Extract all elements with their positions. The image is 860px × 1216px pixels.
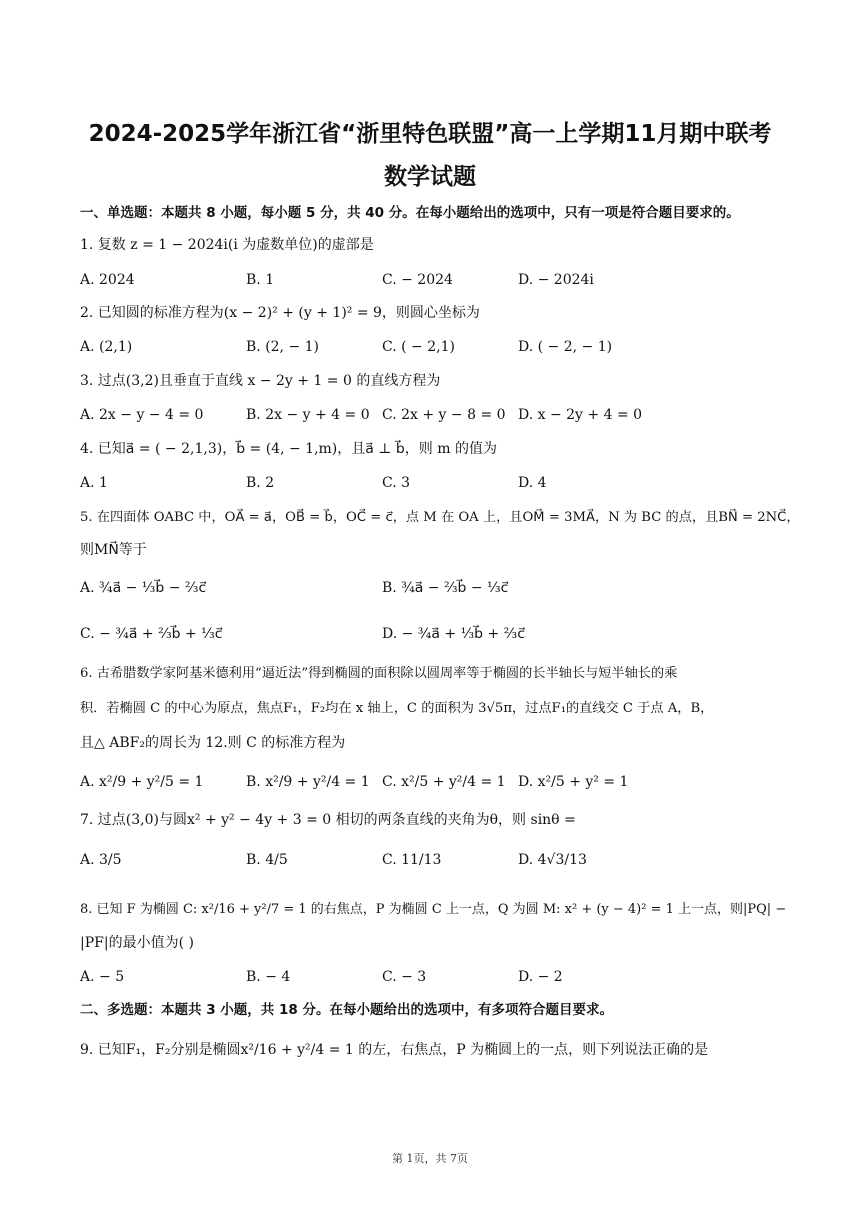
exam-title: 2024-2025学年浙江省“浙里特色联盟”高一上学期11月期中联考: [88, 121, 772, 147]
question-8-stem-continued: |PF|的最小值为( ): [80, 935, 194, 951]
question-6-option-d: D. x²/5 + y² = 1: [518, 774, 629, 790]
question-8-option-c: C. − 3: [382, 969, 427, 985]
question-8-stem: 8. 已知 F 为椭圆 C: x²/16 + y²/7 = 1 的右焦点，P 为椭圆 C 上一点，Q 为圆 M: x² + (y − 4)² = 1 上一点，则|PQ| −: [80, 902, 787, 917]
section-heading-multiple-choice: 二、多选题：本题共 3 小题，共 18 分。在每小题给出的选项中，有多项符合题目要求。: [80, 1002, 613, 1018]
question-5-stem: 5. 在四面体 OABC 中，OA⃗ = a⃗，OB⃗ = b⃗，OC⃗ = c⃗，点 M 在 OA 上，且OM⃗ = 3MA⃗，N 为 BC 的点，且BN⃗ = 2NC⃗，: [80, 510, 800, 525]
question-3-option-a: A. 2x − y − 4 = 0: [80, 407, 204, 423]
question-6-stem: 6. 古希腊数学家阿基米德利用“逼近法”得到椭圆的面积除以圆周率等于椭圆的长半轴长与短半轴长的乘: [80, 666, 678, 681]
question-6-option-c: C. x²/5 + y²/4 = 1: [382, 774, 506, 790]
question-8-option-b: B. − 4: [246, 969, 291, 985]
question-3-option-b: B. 2x − y + 4 = 0: [246, 407, 370, 423]
exam-subtitle: 数学试题: [384, 164, 476, 190]
question-4-stem: 4. 已知a⃗ = ( − 2,1,3)，b⃗ = (4, − 1,m)，且a⃗ ⊥ b⃗，则 m 的值为: [80, 441, 497, 457]
question-5-option-d: D. − ¾a⃗ + ⅓b⃗ + ⅔c⃗: [382, 626, 525, 642]
page-footer: 第 1页，共 7页: [392, 1152, 468, 1165]
question-6-option-a: A. x²/9 + y²/5 = 1: [80, 774, 204, 790]
question-7-option-c: C. 11/13: [382, 852, 442, 868]
question-2-stem: 2. 已知圆的标准方程为(x − 2)² + (y + 1)² = 9，则圆心坐标为: [80, 305, 480, 321]
question-3-option-d: D. x − 2y + 4 = 0: [518, 407, 643, 423]
question-1-option-a: A. 2024: [80, 272, 135, 288]
question-1-option-c: C. − 2024: [382, 272, 453, 288]
question-5-stem-continued: 则MN⃗等于: [80, 542, 147, 558]
question-7-stem: 7. 过点(3,0)与圆x² + y² − 4y + 3 = 0 相切的两条直线的夹角为θ，则 sinθ =: [80, 812, 576, 828]
question-6-stem-continued: 积．若椭圆 C 的中心为原点，焦点F₁，F₂均在 x 轴上，C 的面积为 3√5π，过点F₁的直线交 C 于点 A，B，: [80, 701, 714, 716]
question-1-stem: 1. 复数 z = 1 − 2024i(i 为虚数单位)的虚部是: [80, 237, 374, 253]
section-heading-single-choice: 一、单选题：本题共 8 小题，每小题 5 分，共 40 分。在每小题给出的选项中，只有一项是符合题目要求的。: [80, 205, 740, 221]
question-7-option-a: A. 3/5: [80, 852, 122, 868]
question-7-option-b: B. 4/5: [246, 852, 288, 868]
question-1-option-b: B. 1: [246, 272, 275, 288]
question-2-option-d: D. ( − 2, − 1): [518, 339, 613, 355]
question-3-stem: 3. 过点(3,2)且垂直于直线 x − 2y + 1 = 0 的直线方程为: [80, 373, 441, 389]
question-9-stem: 9. 已知F₁，F₂分别是椭圆x²/16 + y²/4 = 1 的左，右焦点，P 为椭圆上的一点，则下列说法正确的是: [80, 1042, 709, 1058]
question-4-option-d: D. 4: [518, 475, 547, 491]
question-8-option-a: A. − 5: [80, 969, 125, 985]
question-5-option-a: A. ¾a⃗ − ⅓b⃗ − ⅔c⃗: [80, 580, 207, 596]
question-4-option-b: B. 2: [246, 475, 275, 491]
question-5-option-b: B. ¾a⃗ − ⅔b⃗ − ⅓c⃗: [382, 580, 509, 596]
question-5-option-c: C. − ¾a⃗ + ⅔b⃗ + ⅓c⃗: [80, 626, 223, 642]
question-4-option-c: C. 3: [382, 475, 411, 491]
question-2-option-a: A. (2,1): [80, 339, 133, 355]
question-6-stem-end: 且△ ABF₂的周长为 12.则 C 的标准方程为: [80, 735, 346, 751]
question-2-option-b: B. (2, − 1): [246, 339, 320, 355]
question-3-option-c: C. 2x + y − 8 = 0: [382, 407, 506, 423]
question-4-option-a: A. 1: [80, 475, 108, 491]
question-2-option-c: C. ( − 2,1): [382, 339, 455, 355]
question-1-option-d: D. − 2024i: [518, 272, 594, 288]
question-7-option-d: D. 4√3/13: [518, 852, 587, 868]
question-8-option-d: D. − 2: [518, 969, 563, 985]
question-6-option-b: B. x²/9 + y²/4 = 1: [246, 774, 370, 790]
